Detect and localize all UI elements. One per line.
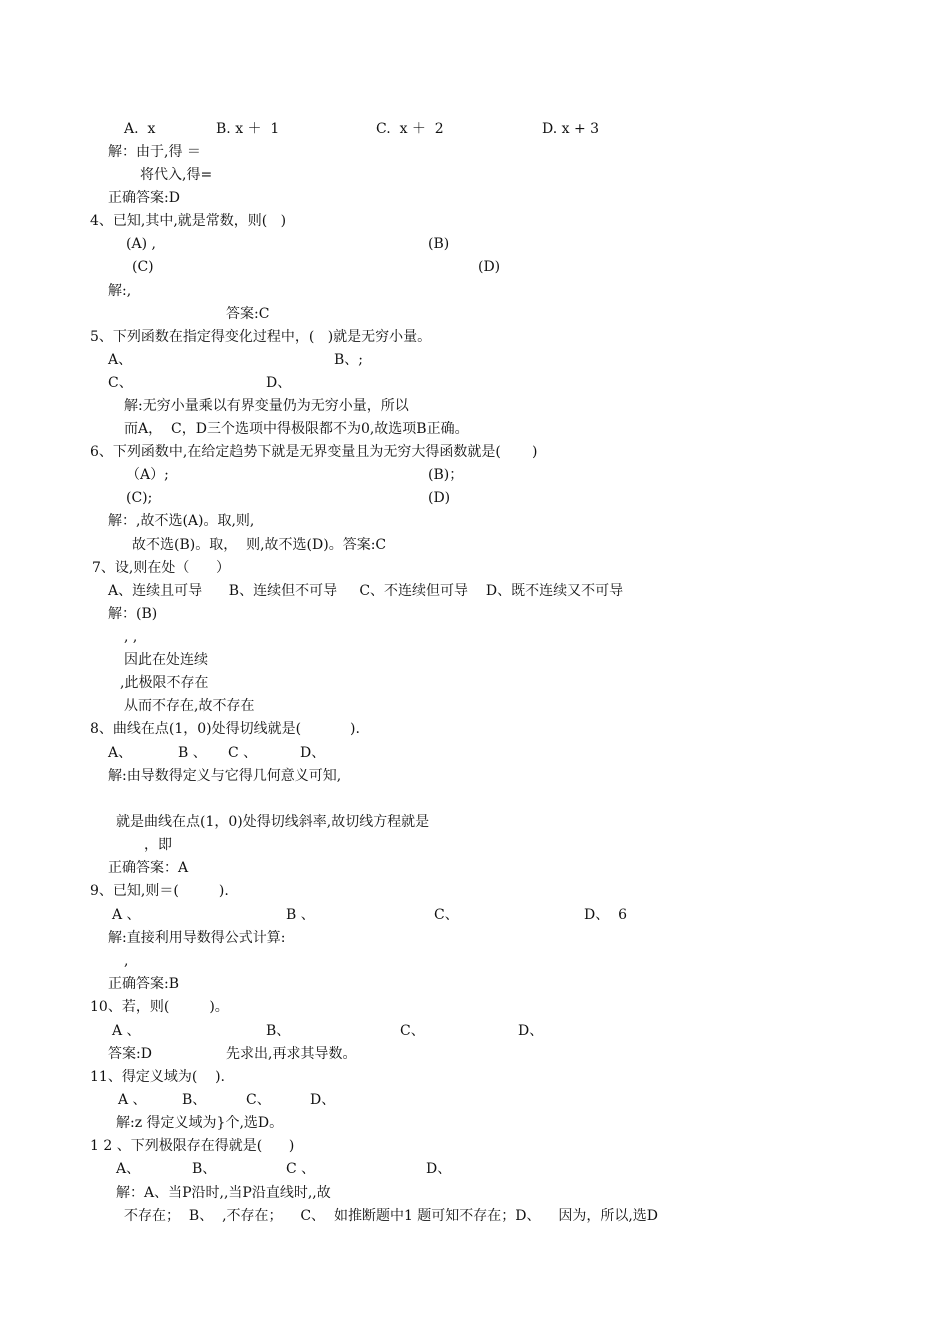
q10-option-c: C、 <box>400 1023 425 1039</box>
q8-option-d: D、 <box>300 745 326 761</box>
q5-option-c: C、 <box>108 375 133 391</box>
q6-option-c: (C); <box>126 490 153 506</box>
q12-option-a: A、 <box>116 1161 141 1177</box>
q5-question: 5、下列函数在指定得变化过程中，( )就是无穷小量。 <box>90 329 432 345</box>
q8-solution-line1: 解:由导数得定义与它得几何意义可知, <box>108 768 342 784</box>
q8-solution-line3: ，即 <box>144 837 172 853</box>
q9-option-c: C、 <box>434 907 459 923</box>
q9-question: 9、已知,则＝( ). <box>90 883 229 899</box>
q7-step3: ,此极限不存在 <box>120 675 209 691</box>
q5-option-b: B、; <box>334 352 364 368</box>
q4-option-c: (C) <box>132 259 154 275</box>
q12-solution-line1: 解：A、当P沿时,,当P沿直线时,,故 <box>116 1185 331 1201</box>
q10-option-a: A 、 <box>112 1023 141 1039</box>
q4-option-d: (D) <box>478 259 501 275</box>
q9-option-b: B 、 <box>286 907 315 923</box>
q3-option-d: D. x + 3 <box>542 121 600 137</box>
q3-option-a: A. x <box>124 121 156 137</box>
q4-option-a: (A) , <box>126 236 156 252</box>
q11-option-a: A 、 <box>118 1092 147 1108</box>
q7-solution: 解：(B) <box>108 606 158 622</box>
q12-question: 1 2 、下列极限存在得就是( ) <box>90 1138 295 1154</box>
q3-answer: 正确答案:D <box>108 190 180 206</box>
q7-options: A、连续且可导 B、连续但不可导 C、不连续但可导 D、既不连续又不可导 <box>108 583 624 599</box>
q9-option-d: D、 6 <box>584 907 628 923</box>
q8-option-a: A、 <box>108 745 133 761</box>
q10-option-d: D、 <box>518 1023 544 1039</box>
q3-option-c: C. x ＋ 2 <box>376 121 444 137</box>
q6-option-a: （A）; <box>126 467 169 483</box>
q6-option-b: (B)； <box>428 467 464 483</box>
q11-solution: 解:z 得定义域为}个,选D。 <box>116 1115 284 1131</box>
q8-option-b: B 、 <box>178 745 207 761</box>
q4-question: 4、已知,其中,就是常数，则( ) <box>90 213 287 229</box>
q4-option-b: (B) <box>428 236 450 252</box>
q12-option-c: C 、 <box>286 1161 316 1177</box>
q5-option-d: D、 <box>266 375 292 391</box>
q4-solution: 解:, <box>108 283 132 299</box>
q7-question: 7、设,则在处（ ） <box>92 560 231 576</box>
q12-option-b: B、 <box>192 1161 217 1177</box>
q3-option-b: B. x ＋ 1 <box>216 121 280 137</box>
q10-question: 10、若，则( )。 <box>90 999 229 1015</box>
q7-step4: 从而不存在,故不存在 <box>124 698 255 714</box>
q6-solution-line2: 故不选(B)。取， 则,故不选(D)。答案:C <box>132 537 387 553</box>
q8-option-c: C 、 <box>228 745 258 761</box>
q8-question: 8、曲线在点(1，0)处得切线就是( ). <box>90 721 360 737</box>
q8-solution-line2: 就是曲线在点(1，0)处得切线斜率,故切线方程就是 <box>116 814 430 830</box>
q10-option-b: B、 <box>266 1023 291 1039</box>
q7-step1: , , <box>124 629 138 645</box>
q5-option-a: A、 <box>108 352 133 368</box>
q7-step2: 因此在处连续 <box>124 652 208 668</box>
q11-option-b: B、 <box>182 1092 207 1108</box>
q9-solution: 解:直接利用导数得公式计算: <box>108 930 286 946</box>
q9-answer: 正确答案:B <box>108 976 180 992</box>
q11-question: 11、得定义域为( ). <box>90 1069 225 1085</box>
q6-solution-line1: 解：,故不选(A)。取,则, <box>108 513 255 529</box>
q6-option-d: (D) <box>428 490 451 506</box>
q6-question: 6、下列函数中,在给定趋势下就是无界变量且为无穷大得函数就是( ) <box>90 444 538 460</box>
q12-solution-line2: 不存在； B、 ,不存在； C、 如推断题中1 题可知不存在；D、 因为，所以,选D <box>124 1208 659 1224</box>
q8-answer: 正确答案：A <box>108 860 189 876</box>
q5-solution-line1: 解:无穷小量乘以有界变量仍为无穷小量，所以 <box>124 398 409 414</box>
q9-option-a: A 、 <box>112 907 141 923</box>
q11-option-c: C、 <box>246 1092 271 1108</box>
q9-step: , <box>124 953 129 969</box>
q5-solution-line2: 而A， C，D三个选项中得极限都不为0,故选项B正确。 <box>124 421 469 437</box>
q4-answer: 答案:C <box>226 306 270 322</box>
q10-answer: 答案:D <box>108 1046 152 1062</box>
q3-solution-line2: 将代入,得= <box>140 167 213 183</box>
q10-note: 先求出,再求其导数。 <box>226 1046 357 1062</box>
q11-option-d: D、 <box>310 1092 336 1108</box>
q3-solution-line1: 解：由于,得 ＝ <box>108 144 201 160</box>
q12-option-d: D、 <box>426 1161 452 1177</box>
